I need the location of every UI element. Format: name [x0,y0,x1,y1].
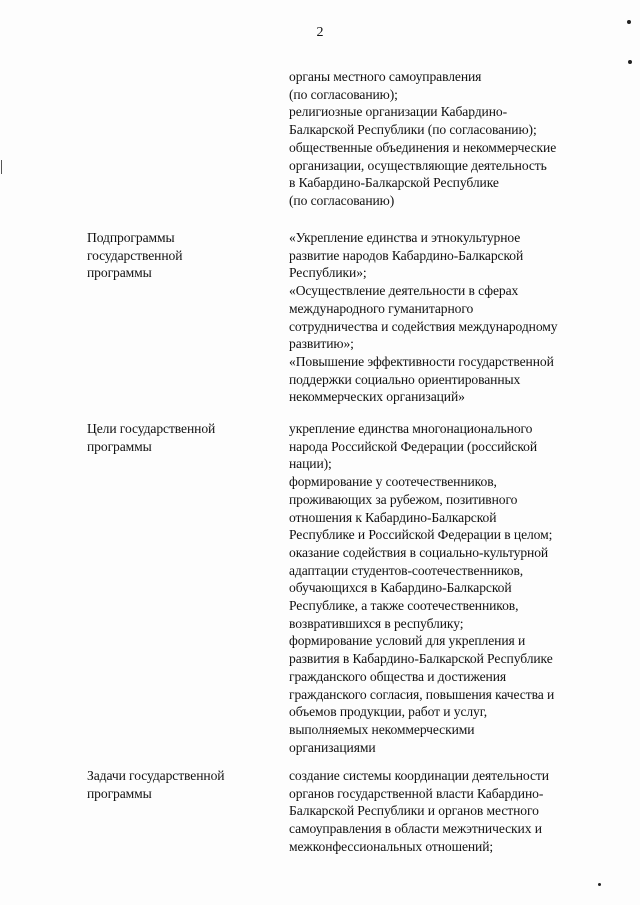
value-line: развитие народов Кабардино-Балкарской [289,247,524,263]
label-line: программы [87,785,152,801]
value-line: «Осуществление деятельности в сферах [289,283,519,299]
value-line: Республики»; [289,265,367,281]
scan-speck [627,20,631,24]
value-line: обучающихся в Кабардино-Балкарской [289,580,512,596]
value-line: нации); [289,456,332,472]
value-line: органов государственной власти Кабардино- [289,785,544,801]
value-line: укрепление единства многонационального [289,421,533,436]
intro-line: (по согласованию); [289,86,398,102]
label-line: программы [87,438,152,454]
value-line: Республике, а также соотечественников, [289,598,519,614]
scan-speck [628,60,632,64]
value-line: самоуправления в области межэтнических и [289,821,542,837]
intro-line: Балкарской Республики (по согласованию); [289,122,537,138]
label-line: государственной [87,247,183,263]
value-line: гражданского согласия, повышения качества и [289,686,555,702]
value-line: организациями [289,739,376,755]
section-label [87,420,277,455]
margin-mark [1,160,2,174]
value-line: объемов продукции, работ и услуг, [289,704,487,720]
section-value [289,767,619,856]
value-line: выполняемых некоммерческими [289,721,475,737]
intro-line: (по согласованию) [289,192,395,208]
value-line: Республике и Российской Федерации в целом; [289,527,553,543]
value-line: Балкарской Республики и органов местного [289,803,539,819]
value-line: адаптации студентов-соотечественников, [289,562,524,578]
value-line: проживающих за рубежом, позитивного [289,491,518,507]
value-line: международного гуманитарного [289,300,474,316]
section-label [87,229,277,282]
page-number: 2 [316,25,324,40]
value-line: поддержки социально ориентированных [289,371,521,387]
intro-line: религиозные организации Кабардино- [289,104,508,120]
value-line: развития в Кабардино-Балкарской Республике [289,651,553,667]
value-line: формирование у соотечественников, [289,474,497,490]
label-line: программы [87,265,152,281]
label-line: Цели государственной [87,421,216,436]
value-line: сотрудничества и содействия международному [289,318,558,334]
intro-line: в Кабардино-Балкарской Республике [289,175,499,191]
intro-text-block [289,68,619,210]
value-line: «Укрепление единства и этнокультурное [289,230,521,245]
section-value [289,420,619,756]
value-line: оказание содействия в социально-культурной [289,544,549,560]
value-line: развитию»; [289,336,354,352]
label-line: Задачи государственной [87,768,225,783]
value-line: отношения к Кабардино-Балкарской [289,509,497,525]
label-line: Подпрограммы [87,230,175,245]
value-line: межконфессиональных отношений; [289,838,494,854]
intro-line: организации, осуществляющие деятельность [289,157,547,173]
value-line: народа Российской Федерации (российской [289,438,538,454]
value-line: гражданского общества и достижения [289,668,507,684]
intro-line: органы местного самоуправления [289,69,482,84]
scan-speck [598,883,601,886]
value-line: некоммерческих организаций» [289,389,465,405]
value-line: возвратившихся в республику; [289,615,464,631]
section-value [289,229,619,406]
value-line: формирование условий для укрепления и [289,633,526,649]
section-label [87,767,277,802]
value-line: «Повышение эффективности государственной [289,353,554,369]
intro-line: общественные объединения и некоммерческие [289,139,557,155]
value-line: создание системы координации деятельности [289,768,549,783]
